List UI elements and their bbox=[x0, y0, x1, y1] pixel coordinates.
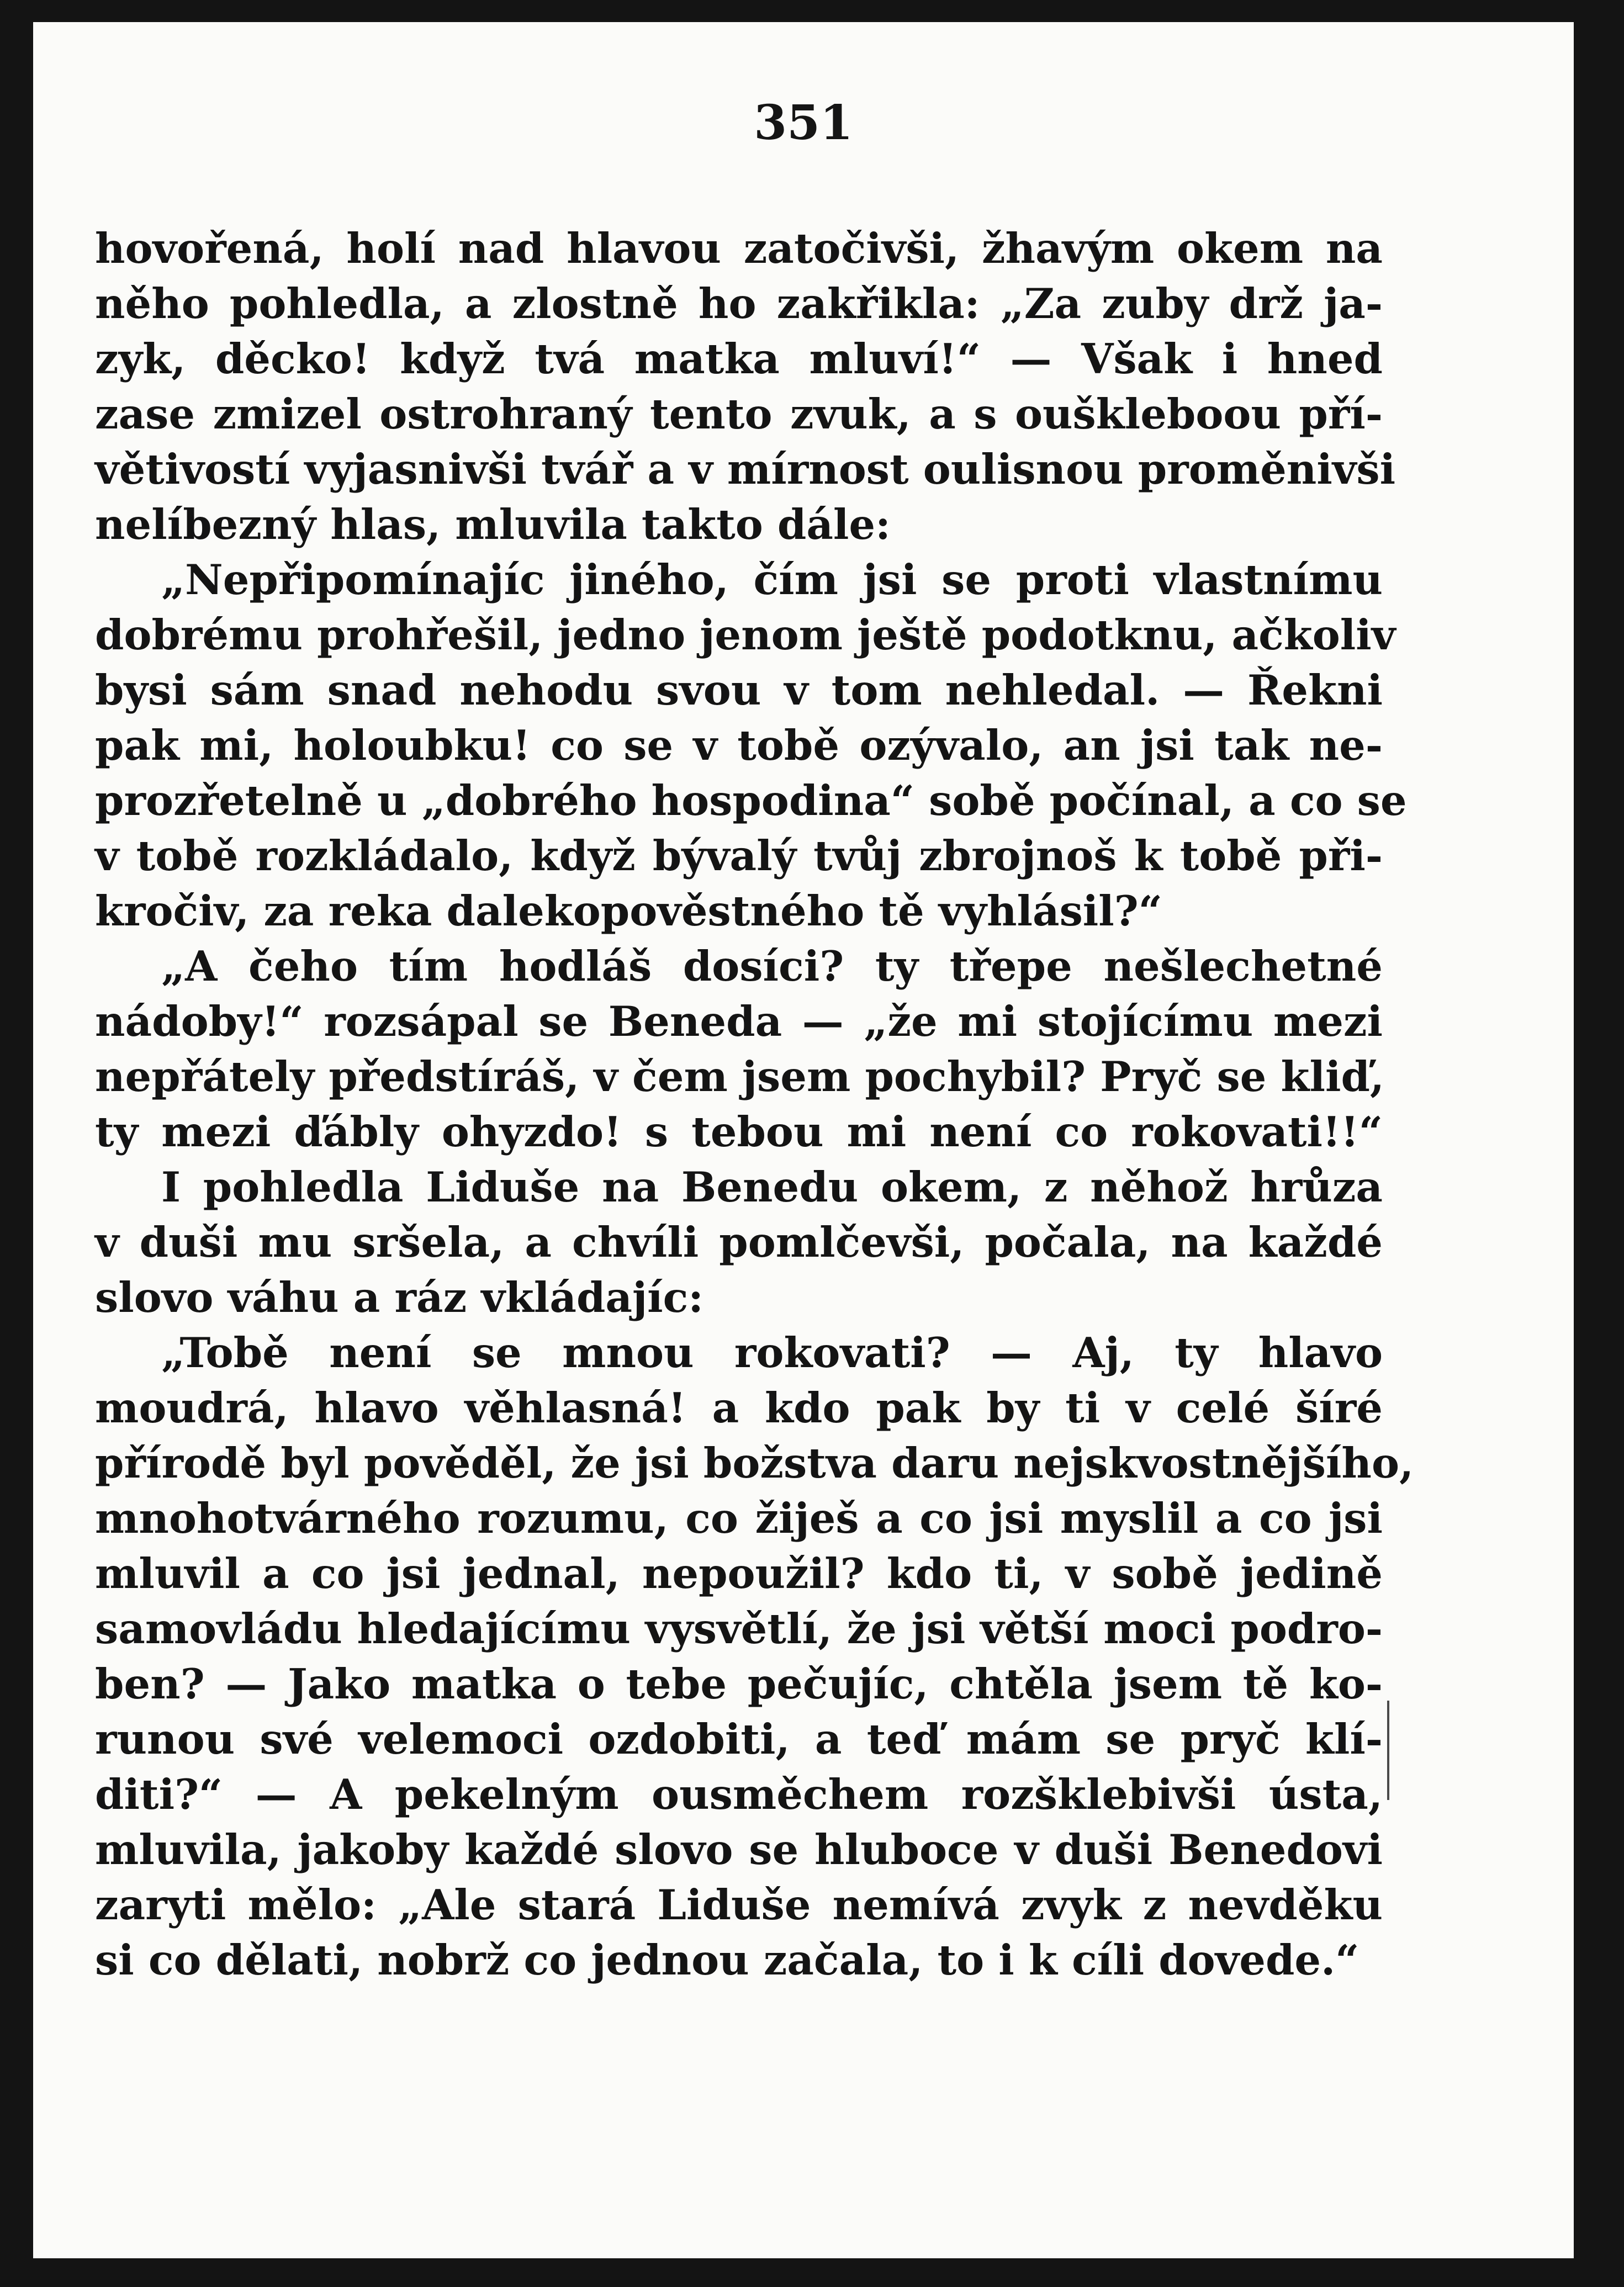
text-line: bysi sám snad nehodu svou v tom nehledal. — Řekni bbox=[95, 666, 1383, 714]
text-line: hovořená, holí nad hlavou zatočivši, žhavým okem na bbox=[95, 224, 1383, 273]
text-line: zyk, děcko! když tvá matka mluví!“ — Však i hned bbox=[95, 335, 1383, 383]
text-line: I pohledla Liduše na Benedu okem, z něhož hrůza bbox=[161, 1163, 1383, 1211]
text-line: ben? — Jako matka o tebe pečujíc, chtěla jsem tě ko- bbox=[95, 1660, 1383, 1708]
text-line: „Tobě není se mnou rokovati? — Aj, ty hlavo bbox=[161, 1328, 1383, 1377]
text-line: zaryti mělo: „Ale stará Liduše nemívá zvyk z nevděku bbox=[95, 1881, 1383, 1929]
text-line: „A čeho tím hodláš dosíci? ty třepe nešlechetné bbox=[161, 942, 1383, 991]
text-line: prozřetelně u „dobrého hospodina“ sobě počínal, a co se bbox=[95, 776, 1407, 825]
body-text bbox=[95, 221, 1414, 1988]
book-page bbox=[33, 22, 1574, 2258]
text-line: mluvil a co jsi jednal, nepoužil? kdo ti, v sobě jedině bbox=[95, 1549, 1383, 1598]
margin-pencil-mark bbox=[1380, 1701, 1397, 1800]
text-line: mluvila, jakoby každé slovo se hluboce v duši Benedovi bbox=[95, 1825, 1383, 1874]
text-line: mnohotvárného rozumu, co žiješ a co jsi myslil a co jsi bbox=[95, 1494, 1383, 1543]
text-line: samovládu hledajícímu vysvětlí, že jsi větší moci podro- bbox=[95, 1605, 1383, 1653]
text-line: něho pohledla, a zlostně ho zakřikla: „Za zuby drž ja- bbox=[95, 279, 1383, 328]
text-line: runou své velemoci ozdobiti, a teď mám se pryč klí- bbox=[95, 1715, 1383, 1764]
text-line: zase zmizel ostrohraný tento zvuk, a s ouškleboou pří- bbox=[95, 390, 1383, 438]
text-line: diti?“ — A pekelným ousměchem rozšklebivši ústa, bbox=[95, 1770, 1383, 1819]
text-line: v duši mu sršela, a chvíli pomlčevši, počala, na každé bbox=[95, 1218, 1383, 1267]
text-line: moudrá, hlavo věhlasná! a kdo pak by ti v celé šíré bbox=[95, 1384, 1383, 1432]
text-line: ty mezi ďábly ohyzdo! s tebou mi není co rokovati!!“ bbox=[95, 1108, 1383, 1156]
text-line: nádoby!“ rozsápal se Beneda — „že mi stojícímu mezi bbox=[95, 997, 1383, 1046]
text-line: „Nepřipomínajíc jiného, čím jsi se proti vlastnímu bbox=[161, 555, 1383, 604]
text-line: nepřátely předstíráš, v čem jsem pochybil? Pryč se kliď, bbox=[95, 1052, 1384, 1101]
text-line: nelíbezný hlas, mluvila takto dále: bbox=[95, 500, 891, 549]
text-line: pak mi, holoubku! co se v tobě ozývalo, an jsi tak ne- bbox=[95, 721, 1383, 770]
page-number: 351 bbox=[754, 95, 853, 151]
text-line: přírodě byl pověděl, že jsi božstva daru nejskvostnějšího, bbox=[95, 1439, 1414, 1487]
text-line: dobrému prohřešil, jedno jenom ještě podotknu, ačkoliv bbox=[95, 611, 1396, 659]
text-line: si co dělati, nobrž co jednou začala, to i k cíli dovede.“ bbox=[95, 1936, 1359, 1984]
text-line: v tobě rozkládalo, když bývalý tvůj zbrojnoš k tobě při- bbox=[95, 832, 1383, 880]
text-line: větivostí vyjasnivši tvář a v mírnost oulisnou proměnivši bbox=[95, 445, 1396, 494]
text-line: kročiv, za reka dalekopověstného tě vyhlásil?“ bbox=[95, 887, 1162, 935]
text-line: slovo váhu a ráz vkládajíc: bbox=[95, 1273, 703, 1322]
